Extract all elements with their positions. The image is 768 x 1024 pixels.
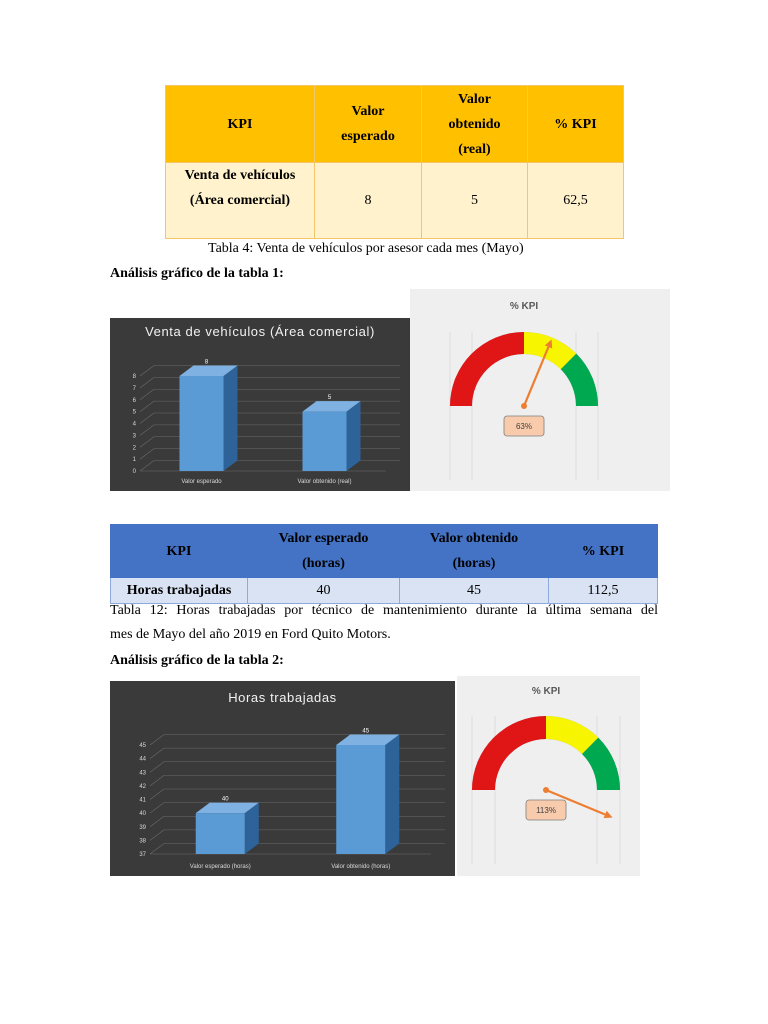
- data-label: 45: [362, 728, 370, 735]
- y-tick-label: 39: [139, 824, 146, 831]
- bar-side: [347, 401, 361, 471]
- y-tick-label: 45: [139, 743, 146, 749]
- bar-side: [385, 735, 399, 855]
- header-valor-obtenido: Valor obtenido (real): [422, 86, 528, 163]
- table-row: [166, 163, 624, 239]
- table1-caption: Tabla 4: Venta de vehículos por asesor cada mes (Mayo): [208, 241, 524, 256]
- kpi-table-1: [165, 85, 624, 239]
- bar-chart-2-svg: [110, 681, 455, 876]
- header-pct-kpi: % KPI: [528, 86, 624, 163]
- y-tick-label: 44: [139, 756, 146, 763]
- header-kpi: KPI: [166, 86, 315, 163]
- y-tick-label: 43: [139, 770, 146, 777]
- gauge-chart-2-svg: [457, 676, 640, 876]
- cell-pct: 62,5: [528, 163, 624, 239]
- row-label: Venta de vehículos (Área comercial): [166, 163, 315, 239]
- header-valor-esperado: Valor esperado (horas): [248, 525, 400, 578]
- gridline-diag: [140, 366, 154, 377]
- gridline-diag: [140, 461, 154, 472]
- category-label: Valor obtenido (real): [297, 479, 352, 485]
- section-heading-1: Análisis gráfico de la tabla 1:: [110, 266, 284, 281]
- gridline-diag: [150, 775, 164, 786]
- gridline-diag: [140, 449, 154, 460]
- bar-side: [224, 366, 238, 472]
- gauge-title: % KPI: [531, 686, 561, 697]
- y-tick-label: 2: [132, 445, 136, 452]
- gridline-diag: [140, 401, 154, 412]
- gridline-diag: [140, 413, 154, 424]
- data-label: 5: [327, 395, 332, 402]
- gauge-value-label: 63%: [515, 422, 533, 431]
- gridline-diag: [150, 735, 164, 746]
- y-tick-label: 7: [132, 385, 136, 392]
- table-header-row: [166, 86, 624, 163]
- gridline-diag: [140, 377, 154, 388]
- gridline-diag: [140, 425, 154, 436]
- bar: [180, 376, 224, 471]
- y-tick-label: 38: [139, 838, 146, 845]
- chart-title: Horas trabajadas: [228, 690, 337, 705]
- header-kpi: KPI: [111, 525, 248, 578]
- header-valor-esperado: Valor esperado: [315, 86, 422, 163]
- category-label: Valor esperado (horas): [189, 864, 251, 870]
- table-header-row: [111, 525, 658, 578]
- y-tick-label: 40: [139, 811, 146, 818]
- y-tick-label: 6: [132, 397, 136, 404]
- gridline-diag: [150, 762, 164, 773]
- gridline-diag: [150, 748, 164, 759]
- category-label: Valor obtenido (horas): [331, 864, 391, 870]
- gridline-diag: [140, 389, 154, 400]
- gauge-title: % KPI: [509, 301, 539, 312]
- gridline-diag: [150, 803, 164, 814]
- gauge-chart-1-svg: [410, 289, 670, 491]
- cell-esperado: 8: [315, 163, 422, 239]
- gauge-chart-1: [410, 289, 670, 491]
- header-valor-obtenido: Valor obtenido (horas): [400, 525, 549, 578]
- bar-chart-2: [110, 681, 455, 876]
- y-tick-label: 1: [132, 457, 136, 464]
- gauge-pivot: [543, 787, 549, 793]
- cell-obtenido: 45: [400, 578, 549, 604]
- bar: [303, 412, 347, 471]
- y-tick-label: 8: [132, 374, 136, 380]
- y-tick-label: 5: [132, 409, 136, 416]
- chart-title: Venta de vehículos (Área comercial): [145, 324, 375, 339]
- header-pct-kpi: % KPI: [549, 525, 658, 578]
- y-tick-label: 4: [132, 421, 136, 428]
- cell-pct: 112,5: [549, 578, 658, 604]
- bar-chart-1-svg: [110, 318, 410, 491]
- data-label: 8: [204, 359, 209, 366]
- gridline-diag: [140, 437, 154, 448]
- gauge-needle: [524, 347, 548, 406]
- gauge-chart-2: [457, 676, 640, 876]
- gridline-diag: [150, 830, 164, 841]
- table2-caption-line2: mes de Mayo del año 2019 en Ford Quito Motors.: [110, 627, 391, 642]
- section-heading-2: Análisis gráfico de la tabla 2:: [110, 653, 284, 668]
- bar: [336, 745, 385, 854]
- gauge-pivot: [521, 403, 527, 409]
- gauge-red-arc: [450, 332, 524, 406]
- gauge-value-label: 113%: [536, 806, 556, 815]
- gridline-diag: [150, 789, 164, 800]
- row-label: Horas trabajadas: [111, 578, 248, 604]
- cell-obtenido: 5: [422, 163, 528, 239]
- cell-esperado: 40: [248, 578, 400, 604]
- gauge-red-arc: [472, 716, 546, 790]
- table2-caption-line1: Tabla 12: Horas trabajadas por técnico de mantenimiento durante la última semana del: [110, 603, 658, 618]
- kpi-table-2: [110, 524, 658, 604]
- category-label: Valor esperado: [181, 479, 222, 485]
- gridline-diag: [150, 816, 164, 827]
- gridline-diag: [150, 844, 164, 855]
- bar: [196, 813, 245, 854]
- bar-chart-1: [110, 318, 410, 491]
- y-tick-label: 0: [132, 469, 136, 475]
- y-tick-label: 42: [139, 783, 146, 790]
- data-label: 40: [221, 796, 229, 803]
- y-tick-label: 41: [139, 797, 146, 804]
- y-tick-label: 37: [139, 852, 146, 858]
- y-tick-label: 3: [132, 433, 136, 440]
